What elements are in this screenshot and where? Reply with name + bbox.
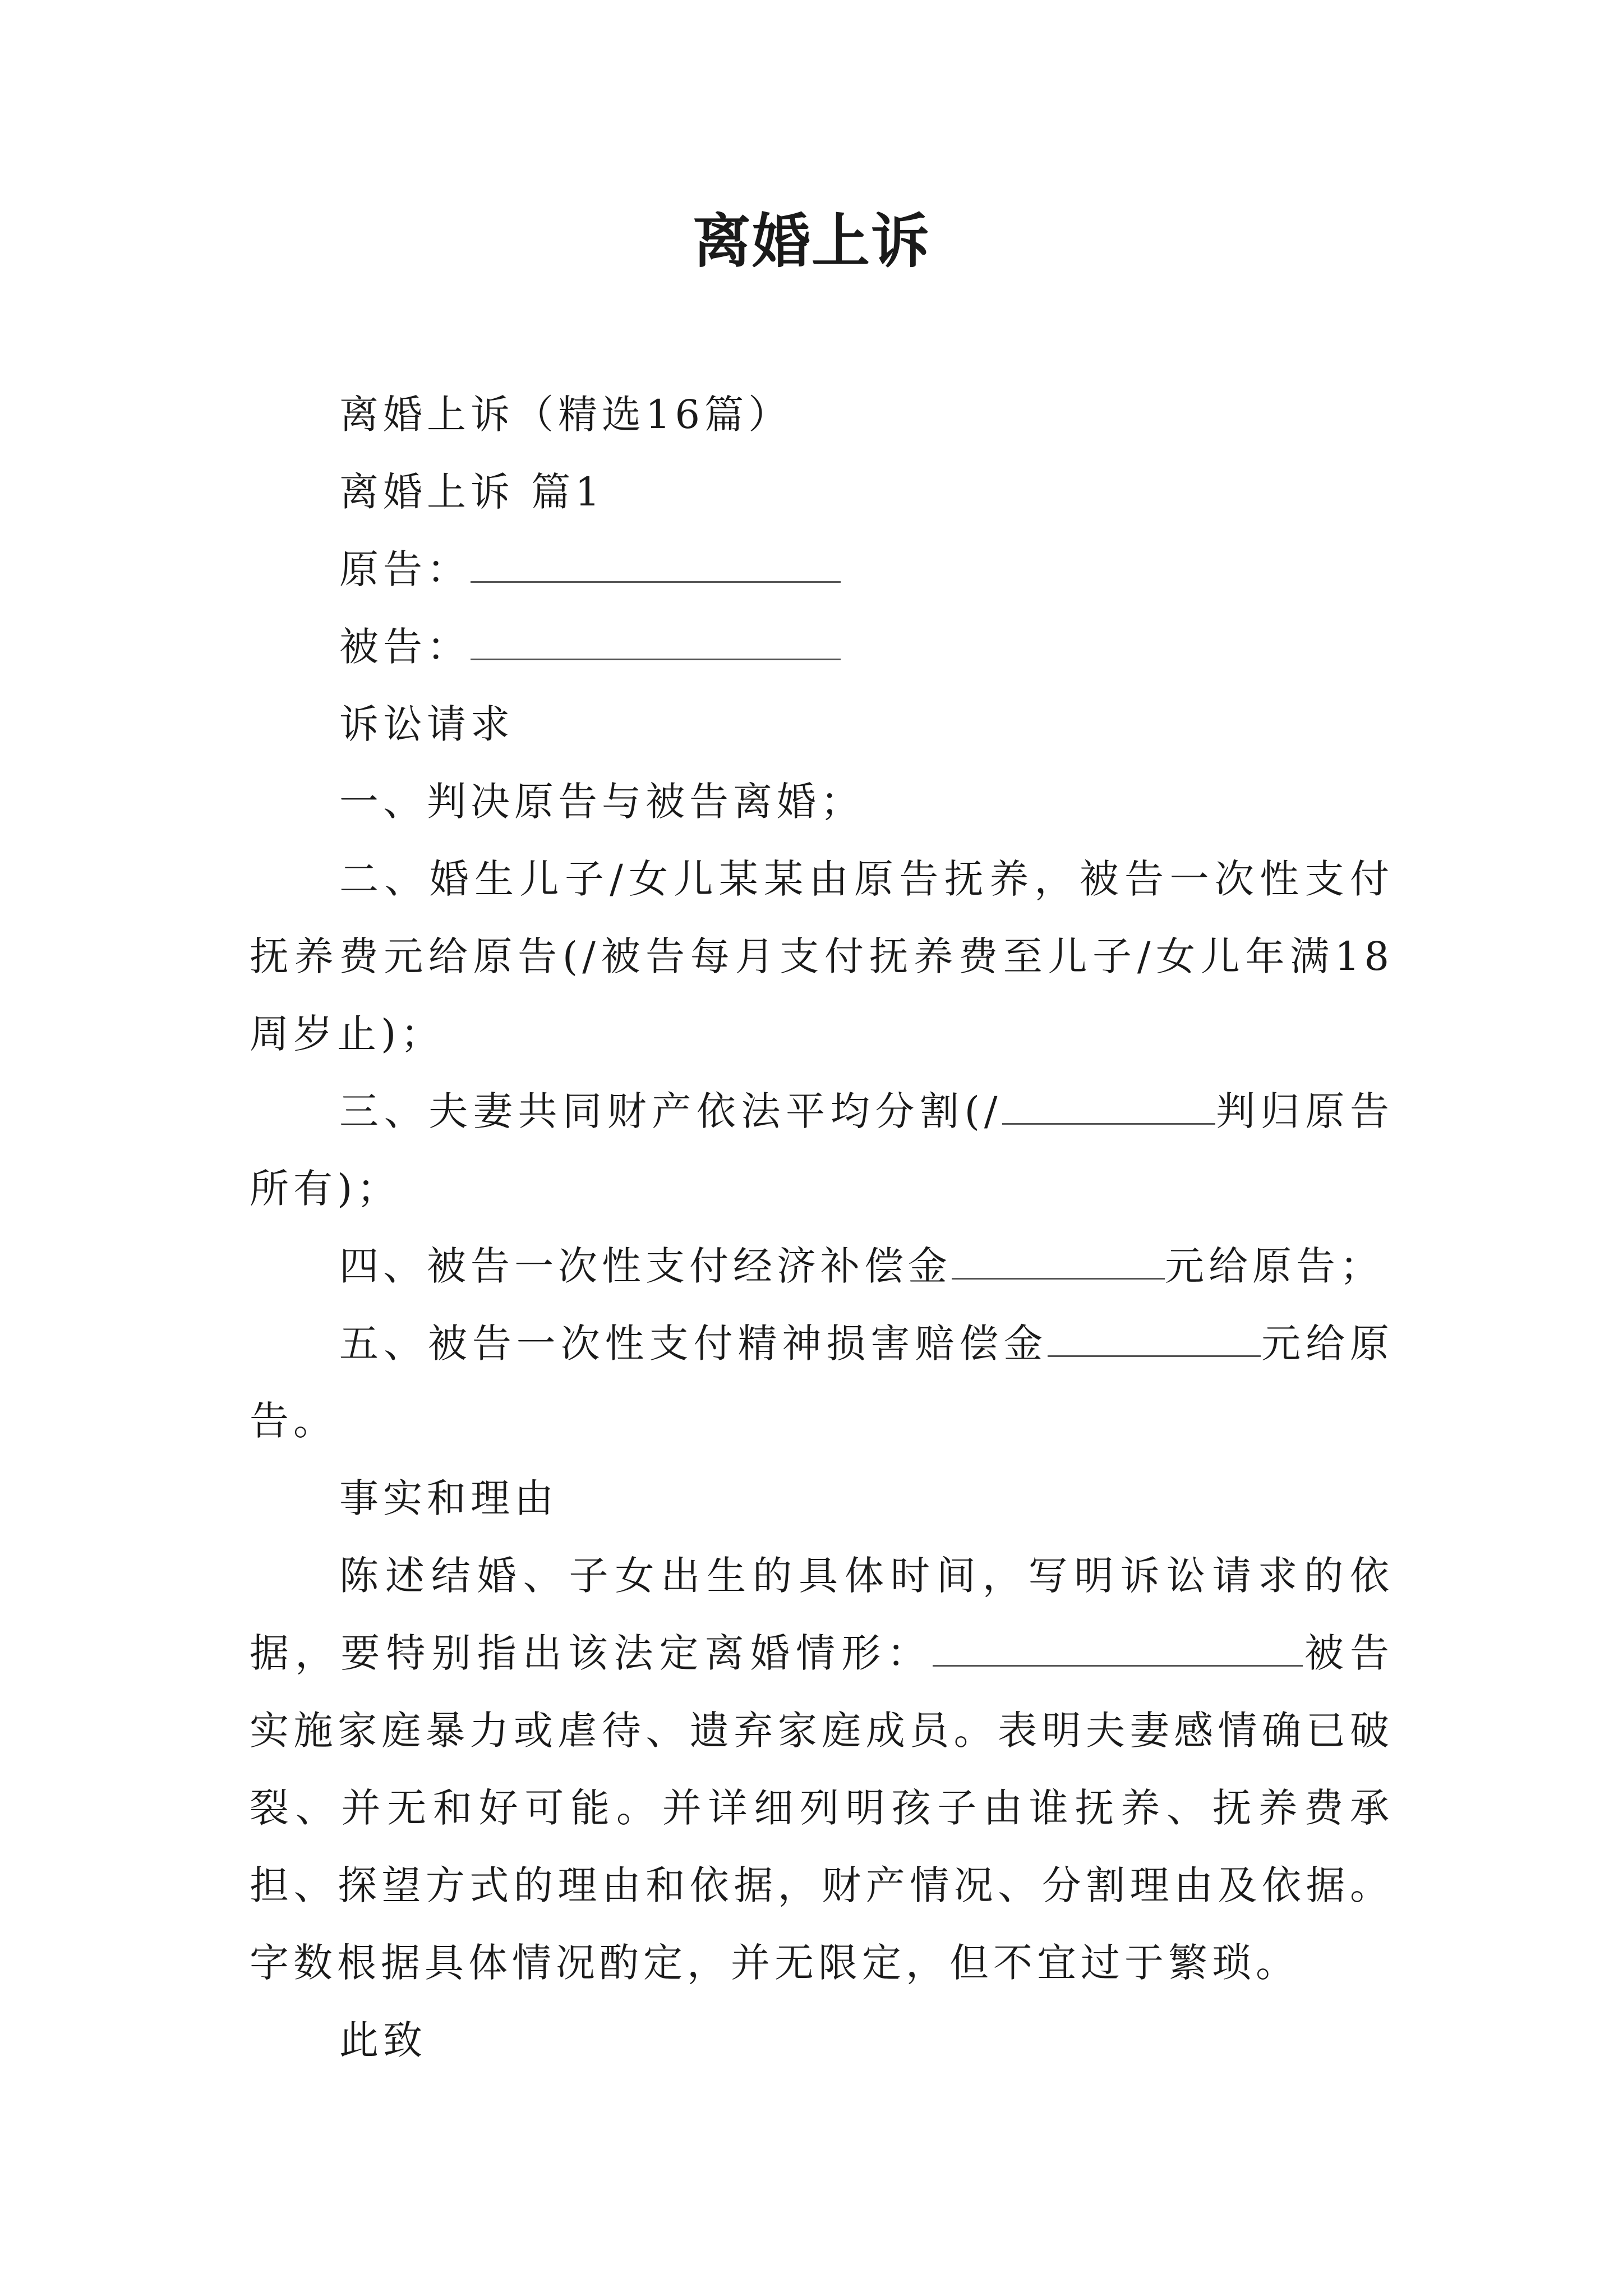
claim-4-blank [952, 1244, 1165, 1280]
document-body [250, 376, 1394, 2079]
claim-5-text-after: 元给原告。 [250, 1320, 1394, 1444]
claim-2: 二、婚生儿子/女儿某某由原告抚养，被告一次性支付抚养费元给原告(/被告每月支付抚养费至儿子/女儿年满18周岁止)； [250, 856, 1394, 1057]
claim-3 [250, 1073, 1394, 1227]
claim-5 [250, 1305, 1394, 1460]
facts-text-before: 陈述结婚、子女出生的具体时间，写明诉讼请求的依据，要特别指出该法定离婚情形： [250, 1553, 1394, 1676]
claim-1: 一、判决原告与被告离婚； [339, 779, 864, 825]
facts-text-after: 被告实施家庭暴力或虐待、遗弃家庭成员。表明夫妻感情确已破裂、并无和好可能。并详细列明孩子由谁抚养、抚养费承担、探望方式的理由和依据，财产情况、分割理由及依据。字数根据具体情况酌定，并无限定，但不宜过于繁琐。 [250, 1630, 1394, 1986]
facts-heading: 事实和理由 [339, 1475, 558, 1521]
closing: 此致 [339, 2017, 427, 2063]
plaintiff-line [250, 531, 1394, 608]
defendant-label: 被告： [339, 624, 471, 670]
document-title: 离婚上诉 [692, 206, 930, 275]
claim-4 [250, 1227, 1394, 1305]
facts-paragraph [250, 1537, 1394, 2001]
claim-5-text-before: 五、被告一次性支付精神损害赔偿金 [339, 1320, 1048, 1366]
facts-blank [933, 1631, 1303, 1667]
claim-4-text-before: 四、被告一次性支付经济补偿金 [339, 1243, 952, 1289]
section-title: 离婚上诉 篇1 [339, 469, 605, 515]
defendant-line [250, 608, 1394, 685]
claims-heading: 诉讼请求 [339, 701, 514, 747]
defendant-blank [471, 625, 841, 660]
claim-3-text-after: 判归原告所有)； [250, 1088, 1394, 1212]
claim-4-text-after: 元给原告； [1165, 1243, 1384, 1289]
plaintiff-label: 原告： [339, 546, 471, 592]
subtitle: 离婚上诉（精选16篇） [339, 392, 792, 438]
claim-5-blank [1048, 1322, 1261, 1357]
plaintiff-blank [471, 547, 841, 583]
claim-3-blank [1002, 1089, 1215, 1125]
claim-3-text-before: 三、夫妻共同财产依法平均分割(/ [339, 1088, 1002, 1134]
